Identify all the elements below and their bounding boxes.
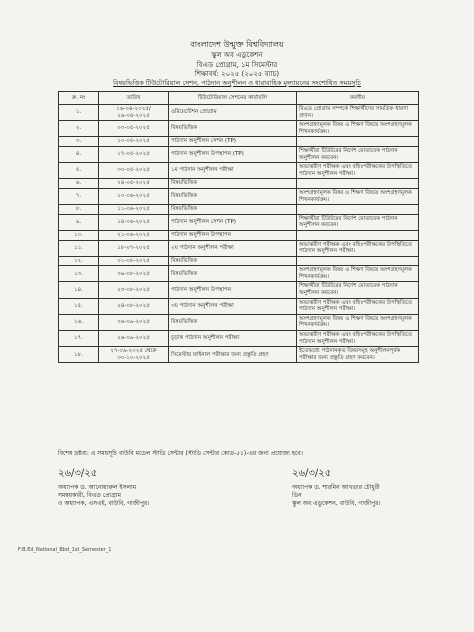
cell-date: ২১-০৬-২০২৫ xyxy=(99,230,169,240)
cell-activity: বিষয়ভিত্তিক xyxy=(169,121,297,137)
cell-todo xyxy=(297,256,419,266)
cell-activity: পাঠদান অনুশীলন সেশন (TP) xyxy=(169,214,297,230)
cell-serial: ৮. xyxy=(59,205,99,215)
cell-todo xyxy=(297,230,419,240)
signatory-right-org: স্কুল অব এডুকেশন, বাউবি, গাজীপুর। xyxy=(292,500,381,507)
school-name: স্কুল অব এডুকেশন xyxy=(211,51,263,59)
cell-serial: ১০. xyxy=(59,230,99,240)
cell-activity: ৩য় পাঠদান অনুশীলন পরীক্ষা xyxy=(169,298,297,314)
cell-activity: বিষয়ভিত্তিক xyxy=(169,266,297,282)
signatory-left-role: সমন্বয়কারী, বিএড প্রোগ্রাম xyxy=(58,492,121,499)
cell-todo: অংশগ্রহণমূলক বিষয় ও শিক্ষণ বিষয়ে অংশগ্রহণমূলক শিখনকার্যক্রম। xyxy=(297,266,419,282)
cell-serial: ১৭. xyxy=(59,331,99,347)
cell-date: ১৬-০৪-২০২৫/ ২৬-০৪-২০২৫ xyxy=(99,105,169,121)
cell-serial: ৫. xyxy=(59,163,99,179)
signatory-left-org: ও অধ্যাপক, এসএই, বাউবি, গাজীপুর। xyxy=(58,500,150,507)
cell-serial: ১৬. xyxy=(59,314,99,330)
cell-serial: ৭. xyxy=(59,188,99,204)
file-path-footer: F:B.Ed_National_Bbd_1st_Semester_1 xyxy=(18,547,112,553)
table-row xyxy=(59,347,419,363)
header-serial: ক্র. নং xyxy=(59,92,99,105)
cell-date: ৩০-০৫-২০২৫ xyxy=(99,163,169,179)
cell-serial: ১৫. xyxy=(59,298,99,314)
cell-todo xyxy=(297,205,419,215)
cell-activity: বিষয়ভিত্তিক xyxy=(169,205,297,215)
special-note: বিশেষ দ্রষ্টব্য: এ সময়সূচি বাউবি মডেল স্টাডি সেন্টার (স্টাডি সেন্টার কোড-৫১)-এর জন্য প্রযোজ্য হবে। xyxy=(58,450,303,457)
cell-activity: পাঠদান অনুশীলন উপস্থাপন xyxy=(169,230,297,240)
cell-activity: ১ম পাঠদান অনুশীলন পরীক্ষা xyxy=(169,163,297,179)
cell-date: ০৬-০৯-২০২৫ xyxy=(99,314,169,330)
cell-serial: ১২. xyxy=(59,256,99,266)
signature-block-left xyxy=(58,470,228,508)
cell-serial: ১. xyxy=(59,105,99,121)
program-name: বিএড প্রোগ্রাম, ১ম সিমেস্টার xyxy=(196,61,278,69)
cell-date: ১৪-০৬-২০২৫ xyxy=(99,214,169,230)
cell-activity: বিষয়ভিত্তিক xyxy=(169,179,297,189)
cell-date: ০১-০৮-২০২৫ xyxy=(99,256,169,266)
cell-date: ২৬-০৯-২০২৫ xyxy=(99,331,169,347)
table-row xyxy=(59,188,419,204)
cell-serial: ৪. xyxy=(59,146,99,162)
table-row xyxy=(59,214,419,230)
header-date: তারিখ xyxy=(99,92,169,105)
cell-activity: বিষয়ভিত্তিক xyxy=(169,188,297,204)
cell-todo: অংশগ্রহণমূলক বিষয় ও শিক্ষণ বিষয়ে অংশগ্রহণমূলক শিখনকার্যক্রম। xyxy=(297,121,419,137)
table-row xyxy=(59,105,419,121)
signatory-right-role: ডিন xyxy=(292,492,302,499)
table-row xyxy=(59,256,419,266)
cell-activity: সিমেস্টার ফাইনাল পরীক্ষার জন্য প্রস্তুতি গ্রহণ xyxy=(169,347,297,363)
cell-todo: ইতোমধ্যে পাঠদানকৃত বিষয়সমূহ অনুশীলনপূর্বক পরীক্ষার জন্য প্রস্তুতি গ্রহণ করবেন। xyxy=(297,347,419,363)
cell-serial: ৩. xyxy=(59,137,99,147)
cell-serial: ১১. xyxy=(59,240,99,256)
table-row xyxy=(59,163,419,179)
cell-date: ২৪-০৫-২০২৫ xyxy=(99,179,169,189)
cell-date: ২৭-০৯-২০২৫ থেকে ৩০-১০-২০২৫ xyxy=(99,347,169,363)
cell-date: ২৩-০৮-২০২৫ xyxy=(99,282,169,298)
cell-todo: অভ্যন্তরীণ পরীক্ষক এবং বহিঃপরীক্ষকের উপস্থিতিতে পাঠদান অনুশীলন পরীক্ষা। xyxy=(297,240,419,256)
table-row xyxy=(59,179,419,189)
cell-activity: ওরিয়েন্টেশন প্রোগ্রাম xyxy=(169,105,297,121)
table-row xyxy=(59,266,419,282)
header-activity: টিউটোরিয়াল সেশনের কার্যাবলি xyxy=(169,92,297,105)
signatory-left-name: অধ্যাপক ড. আনোয়ারুল ইসলাম xyxy=(58,484,137,491)
signature-left: ২৬/৩/২৫ xyxy=(58,468,98,479)
table-row xyxy=(59,205,419,215)
cell-activity: বিষয়ভিত্তিক xyxy=(169,256,297,266)
table-row xyxy=(59,331,419,347)
cell-todo: শিক্ষার্থীরা টিউটরের নির্দেশ মোতাবেক পাঠদান অনুশীলন করবেন। xyxy=(297,214,419,230)
cell-todo: অভ্যন্তরীণ পরীক্ষক এবং বহিঃপরীক্ষকের উপস্থিতিতে পাঠদান অনুশীলন পরীক্ষা। xyxy=(297,298,419,314)
cell-activity: পাঠদান অনুশীলন উপস্থাপন (TP) xyxy=(169,146,297,162)
cell-todo: অভ্যন্তরীণ পরীক্ষক এবং বহিঃপরীক্ষকের উপস্থিতিতে পাঠদান অনুশীলন পরীক্ষা। xyxy=(297,163,419,179)
cell-serial: ১৪. xyxy=(59,282,99,298)
cell-activity: পাঠদান অনুশীলন সেশন (TP) xyxy=(169,137,297,147)
table-row xyxy=(59,146,419,162)
cell-date: ১০-০৬-২০২৫ xyxy=(99,188,169,204)
table-row xyxy=(59,137,419,147)
cell-serial: ৯. xyxy=(59,214,99,230)
table-row xyxy=(59,230,419,240)
cell-serial: ৬. xyxy=(59,179,99,189)
cell-todo xyxy=(297,179,419,189)
cell-todo: অভ্যন্তরীণ পরীক্ষক এবং বহিঃপরীক্ষকের উপস্থিতিতে পাঠদান অনুশীলন পরীক্ষা। xyxy=(297,331,419,347)
cell-todo: বিএড প্রোগ্রাম সম্পর্কে শিক্ষার্থীদের সামগ্রিক ধারণা প্রদান। xyxy=(297,105,419,121)
signature-right: ২৬/৩/২৫ xyxy=(292,468,332,479)
cell-todo: অংশগ্রহণমূলক বিষয় ও শিক্ষণ বিষয়ে অংশগ্রহণমূলক শিখনকার্যক্রম। xyxy=(297,188,419,204)
cell-date: ০৯-০৮-২০২৫ xyxy=(99,266,169,282)
cell-date: ০৩-০৫-২০২৫ xyxy=(99,121,169,137)
cell-activity: বিষয়ভিত্তিক xyxy=(169,314,297,330)
cell-todo: শিক্ষার্থীরা টিউটরের নির্দেশ মোতাবেক পাঠদান অনুশীলন করবেন। xyxy=(297,282,419,298)
cell-serial: ২. xyxy=(59,121,99,137)
table-row xyxy=(59,121,419,137)
cell-date: ১১-০৬-২০২৫ xyxy=(99,205,169,215)
cell-todo xyxy=(297,137,419,147)
table-row xyxy=(59,240,419,256)
table-row xyxy=(59,282,419,298)
table-row xyxy=(59,298,419,314)
table-header-row xyxy=(59,92,419,105)
header-todo: করণীয় xyxy=(297,92,419,105)
cell-date: ২৪-০৮-২০২৫ xyxy=(99,298,169,314)
cell-activity: ২য় পাঠদান অনুশীলন পরীক্ষা xyxy=(169,240,297,256)
cell-activity: পাঠদান অনুশীলন উপস্থাপন xyxy=(169,282,297,298)
cell-activity: চূড়ান্ত পাঠদান অনুশীলন পরীক্ষা xyxy=(169,331,297,347)
cell-todo: শিক্ষার্থীরা টিউটরের নির্দেশ মোতাবেক পাঠদান অনুশীলন করবেন। xyxy=(297,146,419,162)
university-name: বাংলাদেশ উন্মুক্ত বিশ্ববিদ্যালয় xyxy=(190,40,284,49)
table-row xyxy=(59,314,419,330)
cell-date: ১০-০৫-২০২৫ xyxy=(99,137,169,147)
signatory-right-name: অধ্যাপক ড. শারমিন আখতার চৌধুরী xyxy=(292,484,380,491)
cell-date: ১৮-০৭-২০২৫ xyxy=(99,240,169,256)
document-subtitle: বিষয়ভিত্তিক টিউটোরিয়াল সেশন, পাঠদান অনুশীলন ও ধারাবাহিক মূল্যায়নের সংশোধিত সময়সূচি xyxy=(113,79,361,87)
cell-todo: অংশগ্রহণমূলক বিষয় ও শিক্ষণ বিষয়ে অংশগ্রহণমূলক শিখনকার্যক্রম। xyxy=(297,314,419,330)
academic-year: শিক্ষাবর্ষ: ২০২৫ (২০২৫ ব্যাচ) xyxy=(194,70,280,78)
cell-date: ১৭-০৫-২০২৫ xyxy=(99,146,169,162)
schedule-table xyxy=(58,91,419,363)
signature-block-right xyxy=(292,470,432,508)
cell-serial: ১৩. xyxy=(59,266,99,282)
cell-serial: ১৮. xyxy=(59,347,99,363)
